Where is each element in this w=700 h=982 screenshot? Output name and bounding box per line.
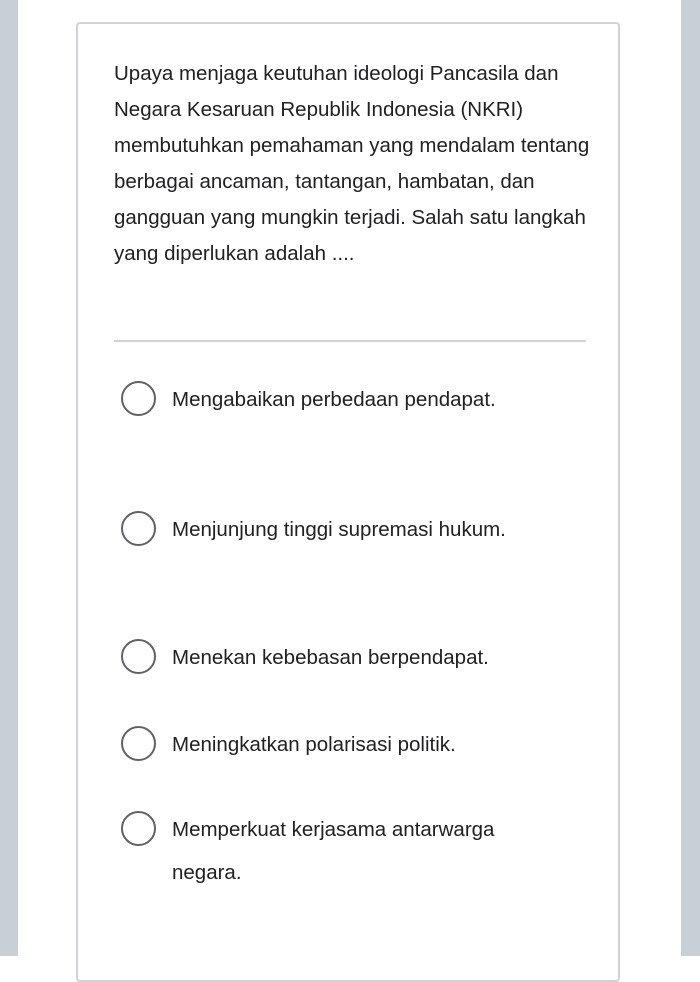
radio-button-e[interactable] — [121, 811, 156, 846]
right-page-edge — [681, 0, 700, 956]
radio-button-a[interactable] — [121, 381, 156, 416]
radio-button-b[interactable] — [121, 511, 156, 546]
answer-option-c-label: Menekan kebebasan berpendapat. — [172, 646, 489, 669]
answer-option-d-label: Meningkatkan polarisasi politik. — [172, 733, 456, 756]
radio-button-d[interactable] — [121, 726, 156, 761]
answer-option-a-label: Mengabaikan perbedaan pendapat. — [172, 388, 496, 411]
question-divider — [114, 340, 586, 342]
radio-button-c[interactable] — [121, 639, 156, 674]
answer-option-e-label: Memperkuat kerjasama antarwarga negara. — [172, 818, 495, 884]
left-page-edge — [0, 0, 18, 956]
answer-option-b-label: Menjunjung tinggi supremasi hukum. — [172, 518, 506, 541]
question-text: Upaya menjaga keutuhan ideologi Pancasila dan Negara Kesaruan Republik Indonesia (NKRI) membutuhkan pemahaman yang mendalam tentang berbagai ancaman, tantangan, hambatan, dan gangguan yang mungkin terjadi. Salah satu langkah yang diperlukan adalah .... — [114, 62, 590, 265]
